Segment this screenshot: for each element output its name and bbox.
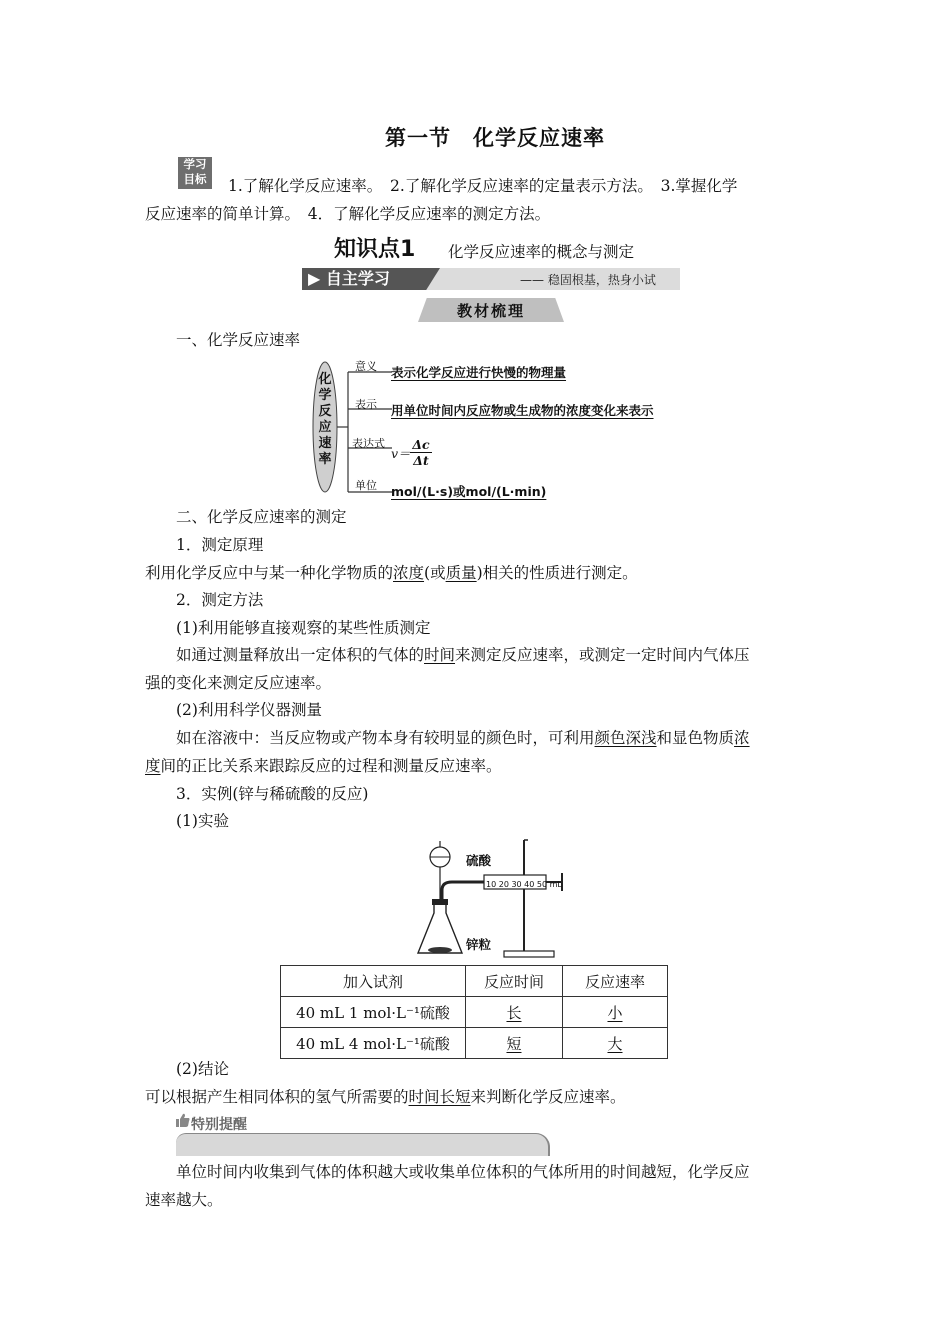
blank-answer: 度 — [145, 757, 161, 775]
principle-title: 1．测定原理 — [176, 536, 264, 554]
concept-char: 率 — [318, 452, 332, 467]
table-cell: 长 — [466, 997, 563, 1028]
experiment-title: (1)实验 — [176, 812, 229, 830]
concept-char: 反 — [318, 404, 332, 419]
table-row — [281, 997, 668, 1028]
method2-title: (2)利用科学仪器测量 — [176, 701, 322, 719]
apparatus-drawing — [412, 835, 572, 963]
branch-text-expression: 用单位时间内反应物或生成物的浓度变化来表示 — [391, 403, 654, 418]
text: 间的正比关系来跟踪反应的过程和测量反应速率。 — [160, 757, 502, 775]
concept-char: 应 — [318, 420, 332, 435]
formula-v: v＝ — [391, 446, 411, 461]
blank-answer: 浓度 — [393, 564, 425, 582]
table-cell: 小 — [563, 997, 668, 1028]
formula-fraction — [410, 437, 432, 468]
blank-answer: 时间 — [424, 646, 456, 664]
table-header: 反应时间 — [466, 966, 563, 997]
zinc-label: 锌粒 — [466, 937, 492, 952]
section2-heading: 二、化学反应速率的测定 — [176, 508, 347, 526]
syringe-scale: 10 20 30 40 50 mL — [486, 880, 562, 889]
table-cell: 40 mL 1 mol·L⁻¹硫酸 — [281, 997, 466, 1028]
method2-text — [176, 728, 750, 748]
table-cell: 40 mL 4 mol·L⁻¹硫酸 — [281, 1028, 466, 1059]
method1-title: (1)利用能够直接观察的某些性质测定 — [176, 619, 431, 637]
concept-char: 化 — [318, 372, 332, 387]
badge-line-2: 目标 — [183, 172, 207, 186]
text: 来判断化学反应速率。 — [470, 1088, 626, 1106]
text: 和显色物质 — [656, 729, 735, 747]
learning-goal-badge — [178, 157, 212, 189]
results-table — [280, 965, 668, 1059]
branch-text-meaning: 表示化学反应进行快慢的物理量 — [391, 365, 567, 380]
band-slogan: —— 稳固根基，热身小试 — [520, 273, 656, 287]
apparatus-illustration — [412, 835, 572, 963]
formula-denominator: Δt — [410, 452, 432, 468]
blank-answer: 质量 — [445, 564, 477, 582]
table-header: 反应速率 — [563, 966, 668, 997]
text: 利用化学反应中与某一种化学物质的 — [145, 564, 394, 582]
concept-char: 学 — [318, 388, 332, 403]
principle-text — [145, 563, 638, 583]
tip-text-1: 单位时间内收集到气体的体积越大或收集单位体积的气体所用的时间越短，化学反应 — [176, 1163, 750, 1181]
tip-heading: 特别提醒 — [191, 1117, 247, 1133]
method-title: 2．测定方法 — [176, 591, 264, 609]
text: 如通过测量释放出一定体积的气体的 — [176, 646, 425, 664]
table-header-row — [281, 966, 668, 997]
concept-char: 速 — [318, 436, 332, 451]
text: 来测定反应速率，或测定一定时间内气体压 — [455, 646, 750, 664]
section1-heading: 一、化学反应速率 — [176, 331, 301, 349]
thumbs-up-icon-svg — [176, 1113, 190, 1128]
tip-bar — [176, 1133, 550, 1156]
text: )相关的性质进行测定。 — [476, 564, 638, 582]
blank-answer: 时间长短 — [408, 1088, 471, 1106]
method1-text-cont: 强的变化来测定反应速率。 — [145, 674, 332, 692]
thumbs-up-icon — [176, 1113, 190, 1132]
textbook-tab-label: 教材梳理 — [456, 302, 525, 320]
table-cell: 短 — [466, 1028, 563, 1059]
page-title: 第一节 化学反应速率 — [385, 126, 605, 150]
example-title: 3．实例(锌与稀硫酸的反应) — [176, 785, 369, 803]
text: (或 — [424, 564, 446, 582]
branch-label-unit: 单位 — [355, 479, 377, 492]
concept-vertical-label — [316, 372, 334, 468]
blank-answer: 浓 — [734, 729, 750, 747]
method2-text-cont — [145, 756, 502, 776]
method1-text — [176, 645, 750, 665]
knowledge-point-label: 知识点1 — [334, 237, 416, 262]
concept-diagram-lines — [312, 360, 552, 500]
branch-label-expression: 表示 — [355, 398, 377, 411]
goals-line-2: 反应速率的简单计算。 4．了解化学反应速率的测定方法。 — [145, 205, 551, 223]
conclusion-text — [145, 1087, 626, 1107]
knowledge-point-subtitle: 化学反应速率的概念与测定 — [448, 243, 635, 261]
text: 可以根据产生相同体积的氢气所需要的 — [145, 1088, 409, 1106]
self-study-label: ▶ 自主学习 — [308, 269, 390, 288]
text: 如在溶液中：当反应物或产物本身有较明显的颜色时，可利用 — [176, 729, 595, 747]
table-row — [281, 1028, 668, 1059]
table-header: 加入试剂 — [281, 966, 466, 997]
branch-text-unit: mol/(L·s)或mol/(L·min) — [391, 484, 547, 499]
blank-answer: 颜色深浅 — [594, 729, 657, 747]
conclusion-title: (2)结论 — [176, 1060, 229, 1078]
table-cell: 大 — [563, 1028, 668, 1059]
acid-label: 硫酸 — [466, 853, 492, 868]
tip-text-2: 速率越大。 — [145, 1191, 223, 1209]
concept-diagram — [312, 360, 552, 500]
badge-line-1: 学习 — [183, 157, 207, 171]
branch-label-formula: 表达式 — [352, 437, 385, 450]
goals-line-1: 1.了解化学反应速率。 2.了解化学反应速率的定量表示方法。 3.掌握化学 — [228, 177, 738, 195]
formula-numerator: Δc — [412, 437, 430, 452]
branch-label-meaning: 意义 — [355, 360, 377, 373]
